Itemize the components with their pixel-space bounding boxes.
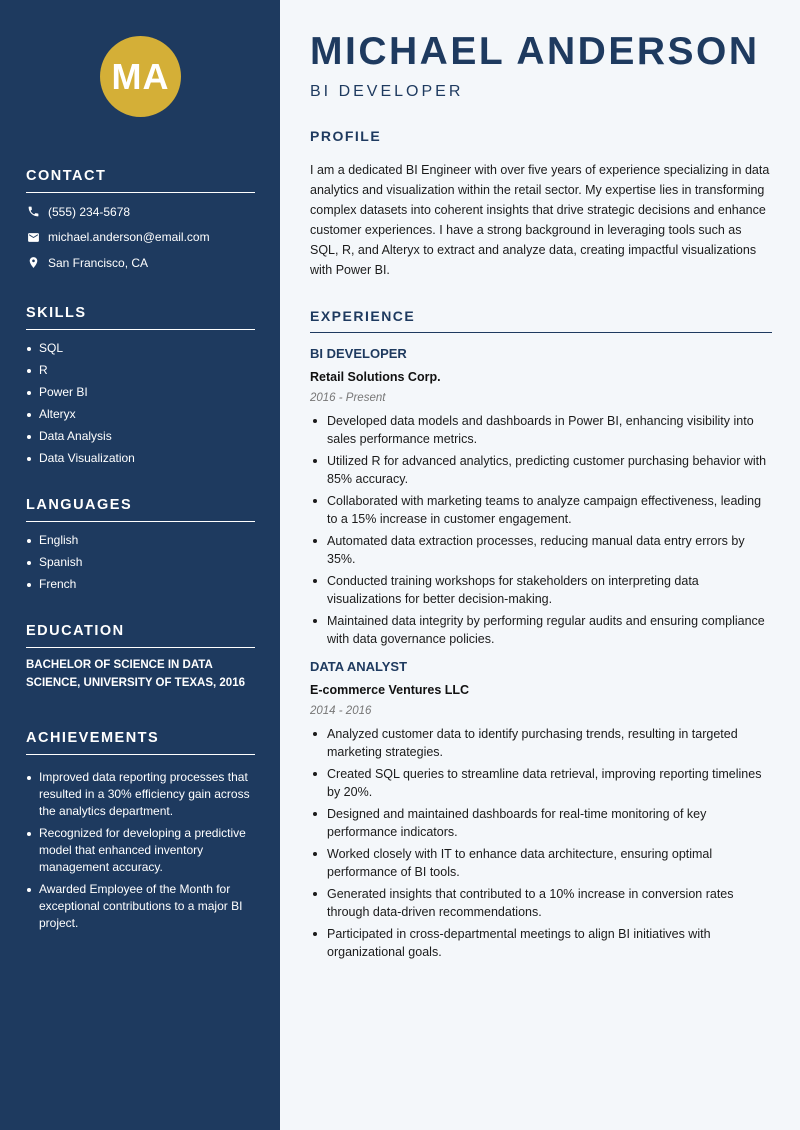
job-bullets bbox=[310, 412, 772, 648]
achievements-title: ACHIEVEMENTS bbox=[26, 730, 255, 755]
profile-text: I am a dedicated BI Engineer with over five years of experience specializing in data analytics and visualization within the retail sector. My expertise lies in transforming complex datasets into coherent insights that drive strategic decisions and enhance customer experiences. I have a strong background in leveraging tools such as SQL, R, and Alteryx to extract and analyze data, creating impactful visualizations with Power BI. bbox=[310, 163, 770, 277]
education-text: BACHELOR OF SCIENCE IN DATA SCIENCE, UNIVERSITY OF TEXAS, 2016 bbox=[26, 659, 245, 689]
skill-item: Data Analysis bbox=[26, 425, 255, 447]
experience-section bbox=[310, 308, 772, 965]
contact-email bbox=[26, 225, 255, 251]
job-company: E-commerce Ventures LLC bbox=[310, 683, 470, 697]
achievement-item: Awarded Employee of the Month for exceptional contributions to a major BI project. bbox=[26, 881, 255, 932]
skills-section bbox=[26, 305, 255, 469]
candidate-name: MICHAEL ANDERSON bbox=[310, 30, 760, 73]
education-section bbox=[26, 623, 255, 692]
language-item: English bbox=[26, 529, 255, 551]
contact-section bbox=[26, 168, 255, 276]
job-bullet: Designed and maintained dashboards for real-time monitoring of key performance indicators. bbox=[310, 805, 772, 841]
location-text: San Francisco, CA bbox=[48, 255, 149, 270]
skill-item: Power BI bbox=[26, 381, 255, 403]
job-bullet: Developed data models and dashboards in Power BI, enhancing visibility into sales performance metrics. bbox=[310, 412, 772, 448]
contact-title: CONTACT bbox=[26, 168, 255, 193]
job-bullet: Automated data extraction processes, reducing manual data entry errors by 35%. bbox=[310, 532, 772, 568]
job-bullet: Generated insights that contributed to a 10% increase in conversion rates through data-driven recommendations. bbox=[310, 885, 772, 921]
profile-section bbox=[310, 128, 772, 280]
skill-item: R bbox=[26, 359, 255, 381]
skill-item: Alteryx bbox=[26, 403, 255, 425]
avatar: MA bbox=[100, 36, 181, 117]
job-bullet: Collaborated with marketing teams to analyze campaign effectiveness, leading to a 15% increase in customer engagement. bbox=[310, 492, 772, 528]
language-item: French bbox=[26, 573, 255, 595]
job-entry bbox=[310, 346, 772, 648]
job-bullet: Worked closely with IT to enhance data architecture, ensuring optimal performance of BI tools. bbox=[310, 845, 772, 881]
phone-text: (555) 234-5678 bbox=[48, 204, 131, 219]
languages-title: LANGUAGES bbox=[26, 497, 255, 522]
skills-list bbox=[26, 337, 255, 469]
contact-location bbox=[26, 250, 255, 276]
job-bullet: Analyzed customer data to identify purchasing trends, resulting in targeted marketing strategies. bbox=[310, 725, 772, 761]
candidate-role: BI DEVELOPER bbox=[310, 83, 464, 100]
skills-title: SKILLS bbox=[26, 305, 255, 330]
skill-item: SQL bbox=[26, 337, 255, 359]
job-company: Retail Solutions Corp. bbox=[310, 370, 441, 384]
achievement-item: Recognized for developing a predictive model that enhanced inventory management accuracy. bbox=[26, 825, 255, 876]
experience-title: EXPERIENCE bbox=[310, 308, 772, 333]
job-bullet: Participated in cross-departmental meetings to align BI initiatives with organizational goals. bbox=[310, 925, 772, 961]
job-bullet: Utilized R for advanced analytics, predicting customer purchasing behavior with 85% accuracy. bbox=[310, 452, 772, 488]
education-title: EDUCATION bbox=[26, 623, 255, 648]
languages-list bbox=[26, 529, 255, 595]
sidebar bbox=[0, 0, 280, 1130]
email-text: michael.anderson@email.com bbox=[48, 230, 210, 245]
job-bullet: Conducted training workshops for stakeholders on interpreting data visualizations for better decision-making. bbox=[310, 572, 772, 608]
job-bullet: Maintained data integrity by performing regular audits and ensuring compliance with data governance policies. bbox=[310, 612, 772, 648]
achievements-list bbox=[26, 769, 255, 932]
profile-title: PROFILE bbox=[310, 128, 382, 144]
job-dates: 2016 - Present bbox=[310, 392, 386, 404]
languages-section bbox=[26, 497, 255, 595]
achievements-section bbox=[26, 730, 255, 937]
contact-phone bbox=[26, 199, 255, 225]
achievement-item: Improved data reporting processes that resulted in a 30% efficiency gain across the analytics department. bbox=[26, 769, 255, 820]
phone-icon bbox=[26, 205, 40, 219]
job-bullet: Created SQL queries to streamline data retrieval, improving reporting timelines by 20%. bbox=[310, 765, 772, 801]
email-icon bbox=[26, 230, 40, 244]
job-title: DATA ANALYST bbox=[310, 659, 408, 674]
language-item: Spanish bbox=[26, 551, 255, 573]
job-bullets bbox=[310, 725, 772, 961]
location-pin-icon bbox=[26, 256, 40, 270]
job-entry bbox=[310, 659, 772, 961]
skill-item: Data Visualization bbox=[26, 447, 255, 469]
job-title: BI DEVELOPER bbox=[310, 346, 407, 361]
job-dates: 2014 - 2016 bbox=[310, 705, 372, 717]
